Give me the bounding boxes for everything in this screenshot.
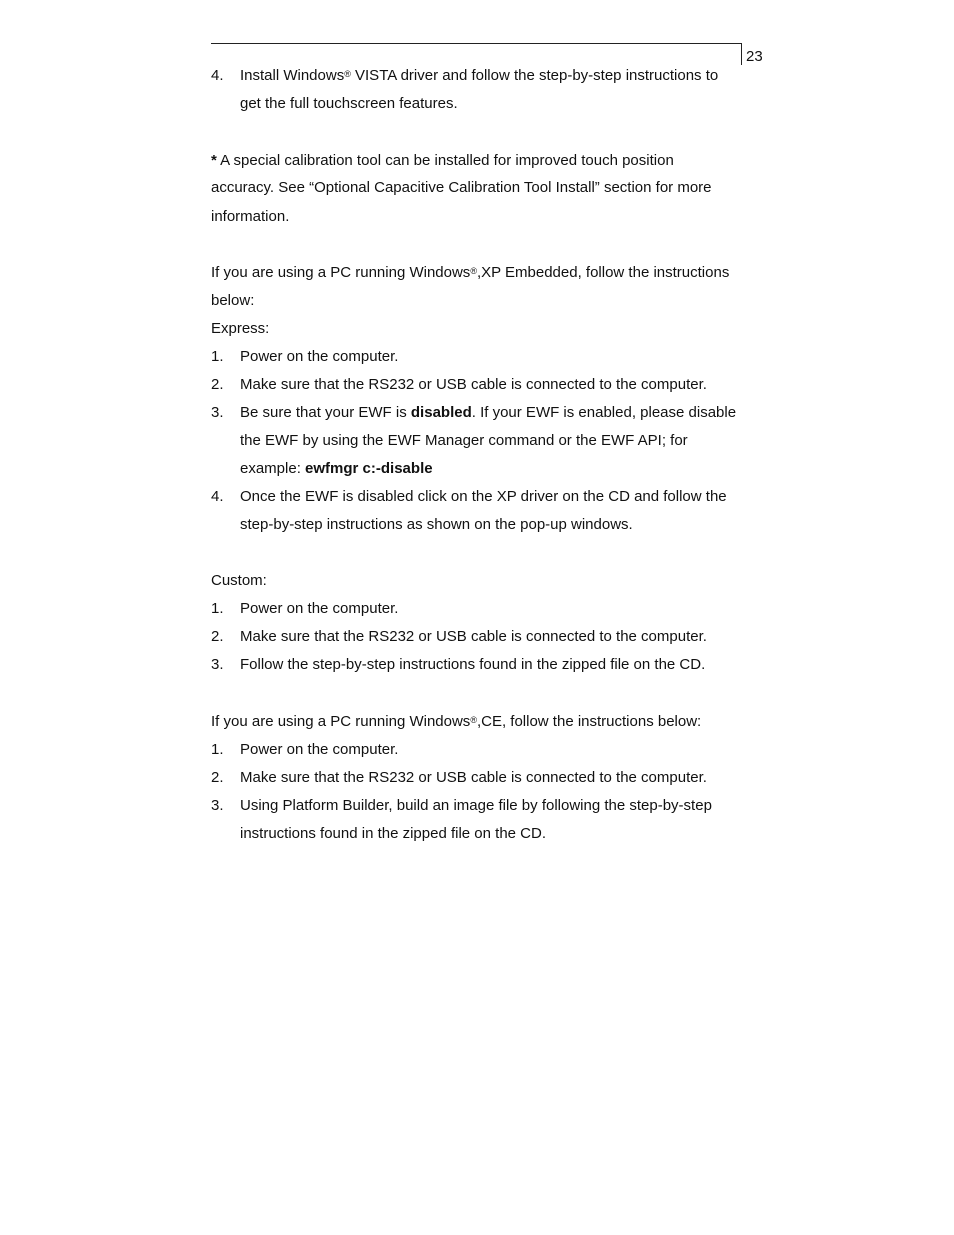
list-number: 3. — [211, 404, 224, 421]
list-number: 2. — [211, 628, 224, 645]
xp-intro-line-1: If you are using a PC running Windows®,XP Embedded, follow the instructions — [211, 264, 730, 281]
list-item: Using Platform Builder, build an image file by following the step-by-step — [240, 797, 712, 814]
list-item: Make sure that the RS232 or USB cable is connected to the computer. — [240, 376, 707, 393]
list-item: Power on the computer. — [240, 600, 399, 617]
list-number: 1. — [211, 600, 224, 617]
list-item-continuation: instructions found in the zipped file on the CD. — [240, 825, 547, 842]
ce-intro: If you are using a PC running Windows®,CE, follow the instructions below: — [211, 713, 702, 730]
list-item: Follow the step-by-step instructions found in the zipped file on the CD. — [240, 656, 706, 673]
calibration-note-line-3: information. — [211, 208, 290, 225]
list-item: Power on the computer. — [240, 741, 399, 758]
vista-step-line-2: get the full touchscreen features. — [240, 95, 458, 112]
list-item: Make sure that the RS232 or USB cable is connected to the computer. — [240, 769, 707, 786]
calibration-note-line-2: accuracy. See “Optional Capacitive Calibration Tool Install” section for more — [211, 179, 712, 196]
list-number: 3. — [211, 656, 224, 673]
list-item: Power on the computer. — [240, 348, 399, 365]
xp-intro-line-2: below: — [211, 292, 255, 309]
list-item: Once the EWF is disabled click on the XP driver on the CD and follow the — [240, 488, 727, 505]
list-item-continuation: example: ewfmgr c:-disable — [240, 460, 433, 477]
list-number: 3. — [211, 797, 224, 814]
page-number: 23 — [746, 48, 763, 65]
vista-step-line-1: Install Windows® VISTA driver and follow the step-by-step instructions to — [240, 67, 719, 84]
list-number: 1. — [211, 348, 224, 365]
express-heading: Express: — [211, 320, 270, 337]
list-number: 4. — [211, 67, 224, 84]
custom-heading: Custom: — [211, 572, 267, 589]
header-rule — [211, 43, 741, 44]
ewfmgr-command: ewfmgr c:-disable — [305, 460, 433, 477]
calibration-note-line-1: * A special calibration tool can be installed for improved touch position — [211, 152, 674, 169]
list-item-continuation: the EWF by using the EWF Manager command or the EWF API; for — [240, 432, 688, 449]
list-item: Make sure that the RS232 or USB cable is connected to the computer. — [240, 628, 707, 645]
list-number: 2. — [211, 769, 224, 786]
list-item-continuation: step-by-step instructions as shown on the pop-up windows. — [240, 516, 633, 533]
list-number: 4. — [211, 488, 224, 505]
list-number: 2. — [211, 376, 224, 393]
list-item: Be sure that your EWF is disabled. If your EWF is enabled, please disable — [240, 404, 737, 421]
list-number: 1. — [211, 741, 224, 758]
page-number-separator — [741, 43, 742, 65]
